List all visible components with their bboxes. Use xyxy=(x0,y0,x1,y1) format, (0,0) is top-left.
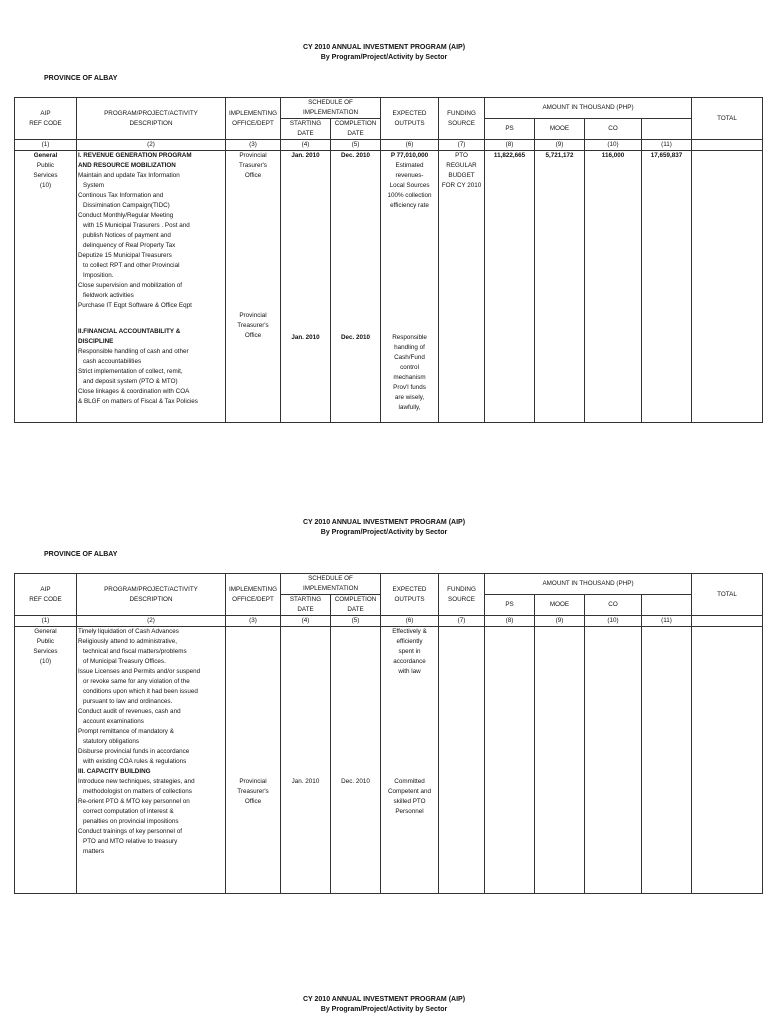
hdr-blank xyxy=(642,119,692,140)
ppa-line: conditions upon which it had been issued xyxy=(83,688,198,695)
table-row xyxy=(15,627,763,894)
expected-line: Cash/Fund xyxy=(394,354,425,361)
col-num: (11) xyxy=(642,616,692,627)
sector-cell: General Public Services (10) xyxy=(15,151,77,423)
impl-line: Trasurer's xyxy=(239,162,267,169)
impl-line: Treasurer's xyxy=(237,322,269,329)
col-num: (6) xyxy=(381,140,439,151)
col-num: (3) xyxy=(226,616,281,627)
expected-line: Effectively & xyxy=(392,628,427,635)
hdr-schedule: SCHEDULE OF IMPLEMENTATION xyxy=(281,574,381,595)
expected-line: Responsible xyxy=(392,334,427,341)
impl-cell xyxy=(226,627,281,894)
ppa-line: and deposit system (PTO & MTO) xyxy=(83,378,178,385)
ppa-line: cash accountabilities xyxy=(83,358,142,365)
mooe-cell xyxy=(535,627,585,894)
hdr-impl: IMPLEMENTING OFFICE/DEPT xyxy=(226,98,281,140)
title-line1: CY 2010 ANNUAL INVESTMENT PROGRAM (AIP) xyxy=(302,519,466,526)
col-num: (3) xyxy=(226,140,281,151)
ppa-line: Purchase IT Eqpt Software & Office Eqpt xyxy=(78,302,192,309)
expected-line: with law xyxy=(398,668,421,675)
expected-line: mechanism xyxy=(393,374,426,381)
impl-line: Office xyxy=(244,798,262,805)
hdr-start: STARTING DATE xyxy=(281,595,331,616)
expected-line: efficiently xyxy=(396,638,423,645)
ppa-line: Religiously attend to administrative, xyxy=(78,638,178,645)
impl-line: Provincial xyxy=(239,778,267,785)
funding-line: PTO xyxy=(455,152,468,159)
empty-cell xyxy=(692,151,763,423)
ppa-line: Conduct Monthly/Regular Meeting xyxy=(78,212,174,219)
col-num: (10) xyxy=(585,616,642,627)
ppa-cell xyxy=(77,627,226,894)
ppa-line: to collect RPT and other Provincial xyxy=(83,262,180,269)
expected-line: Committed xyxy=(394,778,425,785)
ppa-line: Conduct trainings of key personnel of xyxy=(78,828,182,835)
province-label: PROVINCE OF ALBAY xyxy=(44,551,118,558)
ppa-line: & BLGF on matters of Fiscal & Tax Policies xyxy=(78,398,198,405)
ppa-line: statutory obligations xyxy=(83,738,140,745)
total-cell xyxy=(642,627,692,894)
expected-line: lawfully, xyxy=(398,404,421,411)
funding-line: BUDGET xyxy=(448,172,475,179)
col-num: (7) xyxy=(439,616,485,627)
hdr-schedule: SCHEDULE OF IMPLEMENTATION xyxy=(281,98,381,119)
total-cell: 17,659,837 xyxy=(642,151,692,423)
col-num: (8) xyxy=(485,616,535,627)
completion-cell: Dec. 2010 xyxy=(331,627,381,894)
ppa-line: Responsible handling of cash and other xyxy=(78,348,189,355)
page1-title xyxy=(0,43,768,63)
ppa-line: Re-orient PTO & MTO key personnel on xyxy=(78,798,190,805)
funding-line: REGULAR xyxy=(446,162,477,169)
expected-line: Competent and xyxy=(387,788,432,795)
ppa-line: Dissimination Campaign(TIDC) xyxy=(83,202,170,209)
ppa-line: methodologist on matters of collections xyxy=(83,788,192,795)
hdr-funding: FUNDING SOURCE xyxy=(439,98,485,140)
title-line2: By Program/Project/Activity by Sector xyxy=(320,54,448,61)
impl-line: Office xyxy=(244,172,262,179)
expected-line: skilled PTO xyxy=(393,798,426,805)
funding-cell xyxy=(439,151,485,423)
funding-line: FOR CY 2010 xyxy=(441,182,482,189)
col-num: (11) xyxy=(642,140,692,151)
ppa-line: or revoke same for any violation of the xyxy=(83,678,190,685)
ppa-line: fieldwork activities xyxy=(83,292,134,299)
expected-line: handling of xyxy=(394,344,425,351)
ppa-line: Close linkages & coordination with COA xyxy=(78,388,190,395)
hdr-aip: AIP REF CODE xyxy=(15,98,77,140)
title-line1: CY 2010 ANNUAL INVESTMENT PROGRAM (AIP) xyxy=(302,44,466,51)
title-line1: CY 2010 ANNUAL INVESTMENT PROGRAM (AIP) xyxy=(302,996,466,1003)
hdr-start: STARTING DATE xyxy=(281,119,331,140)
col-num: (4) xyxy=(281,140,331,151)
ppa-cell xyxy=(77,151,226,423)
col-num: (6) xyxy=(381,616,439,627)
expected-cell xyxy=(381,627,439,894)
expected-line: 100% collection xyxy=(387,192,432,199)
ppa-line: Issue Licenses and Permits and/or suspend xyxy=(78,668,201,675)
ppa-line: with 15 Municipal Trasurers . Post and xyxy=(83,222,190,229)
page3-title xyxy=(0,995,768,1015)
province-label: PROVINCE OF ALBAY xyxy=(44,75,118,82)
col-num: (5) xyxy=(331,140,381,151)
ppa-line: DISCIPLINE xyxy=(78,338,114,345)
mooe-cell: 5,721,172 xyxy=(535,151,585,423)
ppa-line: penalties on provincial impositions xyxy=(83,818,179,825)
hdr-ps: PS xyxy=(485,119,535,140)
ps-cell: 11,822,665 xyxy=(485,151,535,423)
ppa-line: publish Notices of payment and xyxy=(83,232,171,239)
impl-line: Treasurer's xyxy=(237,788,269,795)
expected-line: Personnel xyxy=(395,808,424,815)
expected-line: control xyxy=(400,364,419,371)
col-num: (1) xyxy=(15,616,77,627)
col-num: (10) xyxy=(585,140,642,151)
expected-line: spent in xyxy=(398,648,421,655)
start-cell: Jan. 2010 Jan. 2010 xyxy=(281,151,331,423)
co-cell: 116,000 xyxy=(585,151,642,423)
ppa-line: Timely liquidation of Cash Advances xyxy=(78,628,179,635)
hdr-mooe: MOOE xyxy=(535,595,585,616)
col-num: (2) xyxy=(77,616,226,627)
hdr-total: TOTAL xyxy=(692,574,763,616)
hdr-completion: COMPLETION DATE xyxy=(331,119,381,140)
ppa-line: delinquency of Real Property Tax xyxy=(83,242,176,249)
col-num: (5) xyxy=(331,616,381,627)
hdr-amount: AMOUNT IN THOUSAND (PHP) xyxy=(485,98,692,119)
ppa-line: Deputize 15 Municipal Treasurers xyxy=(78,252,172,259)
hdr-impl: IMPLEMENTING OFFICE/DEPT xyxy=(226,574,281,616)
ppa-line: technical and fiscal matters/problems xyxy=(83,648,187,655)
expected-line: Estimated xyxy=(395,162,424,169)
completion-cell: Dec. 2010 Dec. 2010 xyxy=(331,151,381,423)
ppa-line: Imposition. xyxy=(83,272,114,279)
col-num: (9) xyxy=(535,616,585,627)
ppa-line: Close supervision and mobilization of xyxy=(78,282,182,289)
ppa-line: Prompt remittance of mandatory & xyxy=(78,728,174,735)
ppa-line: pursuant to law and ordinances. xyxy=(83,698,173,705)
col-num: (9) xyxy=(535,140,585,151)
expected-line: efficiency rate xyxy=(390,202,429,209)
col-num: (7) xyxy=(439,140,485,151)
ppa-line: System xyxy=(83,182,104,189)
ppa-line: Conduct audit of revenues, cash and xyxy=(78,708,181,715)
ppa-line: II.FINANCIAL ACCOUNTABILITY & xyxy=(78,328,181,335)
hdr-funding: FUNDING SOURCE xyxy=(439,574,485,616)
col-num: (2) xyxy=(77,140,226,151)
empty-cell xyxy=(692,627,763,894)
hdr-ppa: PROGRAM/PROJECT/ACTIVITY DESCRIPTION xyxy=(77,98,226,140)
hdr-total: TOTAL xyxy=(692,98,763,140)
sector-cell: General Public Services (10) xyxy=(15,627,77,894)
aip-table-page1 xyxy=(14,97,763,423)
expected-line: revenues- xyxy=(395,172,424,179)
funding-cell xyxy=(439,627,485,894)
ppa-line: Maintain and update Tax Information xyxy=(78,172,180,179)
co-cell xyxy=(585,627,642,894)
ppa-line: AND RESOURCE MOBILIZATION xyxy=(78,162,176,169)
ppa-line: Introduce new techniques, strategies, and xyxy=(78,778,195,785)
impl-line: Provincial xyxy=(239,152,267,159)
hdr-expected: EXPECTED OUTPUTS xyxy=(381,98,439,140)
ppa-line: I. REVENUE GENERATION PROGRAM xyxy=(78,152,192,159)
hdr-expected: EXPECTED OUTPUTS xyxy=(381,574,439,616)
ppa-line: account examinations xyxy=(83,718,144,725)
hdr-ps: PS xyxy=(485,595,535,616)
col-num: (4) xyxy=(281,616,331,627)
impl-cell xyxy=(226,151,281,423)
expected-line: Local Sources xyxy=(389,182,430,189)
hdr-co: CO xyxy=(585,595,642,616)
hdr-ppa: PROGRAM/PROJECT/ACTIVITY DESCRIPTION xyxy=(77,574,226,616)
title-line2: By Program/Project/Activity by Sector xyxy=(320,1006,448,1013)
hdr-co: CO xyxy=(585,119,642,140)
ppa-line: Strict implementation of collect, remit, xyxy=(78,368,183,375)
expected-line: Prov'l funds xyxy=(393,384,426,391)
ppa-line: of Municipal Treasury Offices. xyxy=(83,658,166,665)
ps-cell xyxy=(485,627,535,894)
col-num: (1) xyxy=(15,140,77,151)
ppa-line: Continous Tax Information and xyxy=(78,192,164,199)
page2-title xyxy=(0,518,768,538)
hdr-mooe: MOOE xyxy=(535,119,585,140)
col-num xyxy=(692,616,763,627)
table-row xyxy=(15,151,763,423)
col-num xyxy=(692,140,763,151)
hdr-aip: AIP REF CODE xyxy=(15,574,77,616)
hdr-blank xyxy=(642,595,692,616)
col-num: (8) xyxy=(485,140,535,151)
impl-line: Office xyxy=(244,332,262,339)
ppa-line: matters xyxy=(83,848,104,855)
ppa-line: correct computation of interest & xyxy=(83,808,174,815)
ppa-line: with existing COA rules & regulations xyxy=(83,758,187,765)
impl-line: Provincial xyxy=(239,312,267,319)
start-cell: Jan. 2010 xyxy=(281,627,331,894)
hdr-amount: AMOUNT IN THOUSAND (PHP) xyxy=(485,574,692,595)
expected-line: are wisely, xyxy=(394,394,425,401)
title-line2: By Program/Project/Activity by Sector xyxy=(320,529,448,536)
expected-cell: P 77,010,000 Estimated revenues- Local Sources 100% collection efficiency rate Responsible handling of Cash/Fund control mechanism Prov'l funds are wisely, lawfully, xyxy=(381,151,439,423)
hdr-completion: COMPLETION DATE xyxy=(331,595,381,616)
expected-line: accordance xyxy=(393,658,426,665)
ppa-line: PTO and MTO relative to treasury xyxy=(83,838,178,845)
aip-table-page2 xyxy=(14,573,763,894)
ppa-line: III. CAPACITY BUILDING xyxy=(78,768,151,775)
ppa-line: Disburse provincial funds in accordance xyxy=(78,748,190,755)
